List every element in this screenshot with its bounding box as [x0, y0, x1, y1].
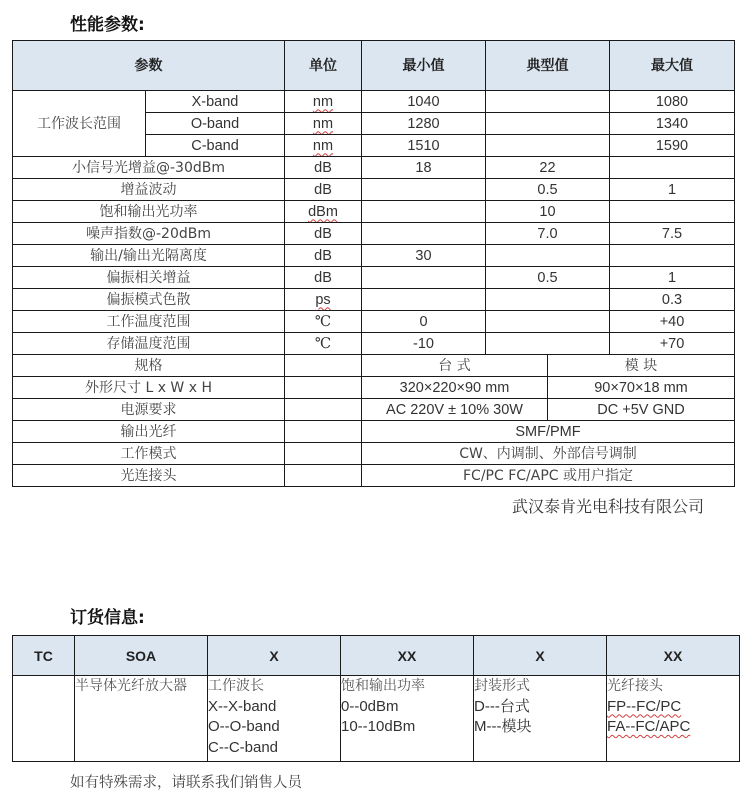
typ — [486, 91, 610, 113]
param: 小信号光增益@-30dBm — [13, 157, 285, 179]
typ — [486, 289, 610, 311]
order-cell-tc — [13, 676, 75, 762]
param: 偏振相关增益 — [13, 267, 285, 289]
table-row — [13, 245, 735, 267]
unit: nm — [285, 113, 362, 135]
typ — [486, 113, 610, 135]
header-max: 最大值 — [610, 41, 735, 91]
max: 1 — [610, 267, 735, 289]
order-header: XX — [341, 636, 474, 676]
table-row — [13, 201, 735, 223]
typ: 22 — [486, 157, 610, 179]
order-body-row — [13, 676, 740, 762]
unit: dB — [285, 179, 362, 201]
table-row — [13, 267, 735, 289]
order-header: X — [208, 636, 341, 676]
order-header: XX — [607, 636, 740, 676]
order-header: X — [474, 636, 607, 676]
contact-note: 如有特殊需求，请联系我们销售人员 — [70, 775, 302, 791]
param: 饱和输出光功率 — [13, 201, 285, 223]
param: 光连接头 — [13, 465, 285, 487]
section-title-performance: 性能参数: — [70, 15, 145, 35]
min — [362, 201, 486, 223]
desktop: AC 220V ± 10% 30W — [362, 399, 548, 421]
typ: 7.0 — [486, 223, 610, 245]
header-param: 参数 — [13, 41, 285, 91]
min: 1040 — [362, 91, 486, 113]
table-row — [13, 179, 735, 201]
typ: 10 — [486, 201, 610, 223]
band: X-band — [146, 91, 285, 113]
table-row — [13, 157, 735, 179]
param: 输出光纤 — [13, 421, 285, 443]
max: 1080 — [610, 91, 735, 113]
desktop: 320×220×90 mm — [362, 377, 548, 399]
max — [610, 245, 735, 267]
unit: dB — [285, 157, 362, 179]
max: 1340 — [610, 113, 735, 135]
typ — [486, 311, 610, 333]
table-row — [13, 355, 735, 377]
order-header: TC — [13, 636, 75, 676]
header-unit: 单位 — [285, 41, 362, 91]
max: 7.5 — [610, 223, 735, 245]
unit: dB — [285, 245, 362, 267]
section-title-ordering: 订货信息: — [70, 608, 145, 628]
band: O-band — [146, 113, 285, 135]
typ: 0.5 — [486, 267, 610, 289]
table-row — [13, 333, 735, 355]
table-row — [13, 421, 735, 443]
param: 噪声指数@-20dBm — [13, 223, 285, 245]
order-cell-power: 饱和输出功率 0--0dBm 10--10dBm — [341, 676, 474, 762]
order-header-row — [13, 636, 740, 676]
value: SMF/PMF — [362, 421, 735, 443]
max: 1590 — [610, 135, 735, 157]
min — [362, 289, 486, 311]
order-cell-package: 封装形式 D---台式 M---模块 — [474, 676, 607, 762]
header-min: 最小值 — [362, 41, 486, 91]
spec-table — [12, 40, 735, 487]
table-row — [13, 91, 735, 113]
value: FC/PC FC/APC 或用户指定 — [362, 465, 735, 487]
unit: ℃ — [285, 311, 362, 333]
param: 存储温度范围 — [13, 333, 285, 355]
param: 偏振模式色散 — [13, 289, 285, 311]
table-row — [13, 223, 735, 245]
module: DC +5V GND — [548, 399, 735, 421]
param: 外形尺寸 L x W x H — [13, 377, 285, 399]
order-header: SOA — [75, 636, 208, 676]
min: 1510 — [362, 135, 486, 157]
param: 规格 — [13, 355, 285, 377]
max: 0.3 — [610, 289, 735, 311]
max — [610, 157, 735, 179]
max: +40 — [610, 311, 735, 333]
unit: dB — [285, 267, 362, 289]
param: 工作温度范围 — [13, 311, 285, 333]
max: +70 — [610, 333, 735, 355]
typ — [486, 333, 610, 355]
module: 90×70×18 mm — [548, 377, 735, 399]
param: 工作模式 — [13, 443, 285, 465]
table-row — [13, 399, 735, 421]
typ — [486, 245, 610, 267]
min — [362, 267, 486, 289]
min — [362, 179, 486, 201]
param: 电源要求 — [13, 399, 285, 421]
unit: nm — [285, 91, 362, 113]
unit: dBm — [285, 201, 362, 223]
typ: 0.5 — [486, 179, 610, 201]
order-cell-wavelength: 工作波长 X--X-band O--O-band C--C-band — [208, 676, 341, 762]
table-row — [13, 377, 735, 399]
spec-header-row — [13, 41, 735, 91]
wavelength-label: 工作波长范围 — [13, 91, 146, 157]
param: 输出/输出光隔离度 — [13, 245, 285, 267]
order-cell-connector: 光纤接头 FP--FC/PC FA--FC/APC — [607, 676, 740, 762]
max — [610, 201, 735, 223]
module: 模 块 — [548, 355, 735, 377]
header-typ: 典型值 — [486, 41, 610, 91]
order-cell-soa: 半导体光纤放大器 — [75, 676, 208, 762]
typ — [486, 135, 610, 157]
band: C-band — [146, 135, 285, 157]
table-row — [13, 443, 735, 465]
unit: nm — [285, 135, 362, 157]
company-name: 武汉泰肯光电科技有限公司 — [512, 497, 705, 516]
desktop: 台 式 — [362, 355, 548, 377]
order-table — [12, 635, 740, 762]
unit: dB — [285, 223, 362, 245]
min: -10 — [362, 333, 486, 355]
min: 0 — [362, 311, 486, 333]
unit: ps — [285, 289, 362, 311]
param: 增益波动 — [13, 179, 285, 201]
min: 30 — [362, 245, 486, 267]
min: 18 — [362, 157, 486, 179]
table-row — [13, 465, 735, 487]
min — [362, 223, 486, 245]
table-row — [13, 289, 735, 311]
unit: ℃ — [285, 333, 362, 355]
max: 1 — [610, 179, 735, 201]
value: CW、内调制、外部信号调制 — [362, 443, 735, 465]
table-row — [13, 311, 735, 333]
min: 1280 — [362, 113, 486, 135]
